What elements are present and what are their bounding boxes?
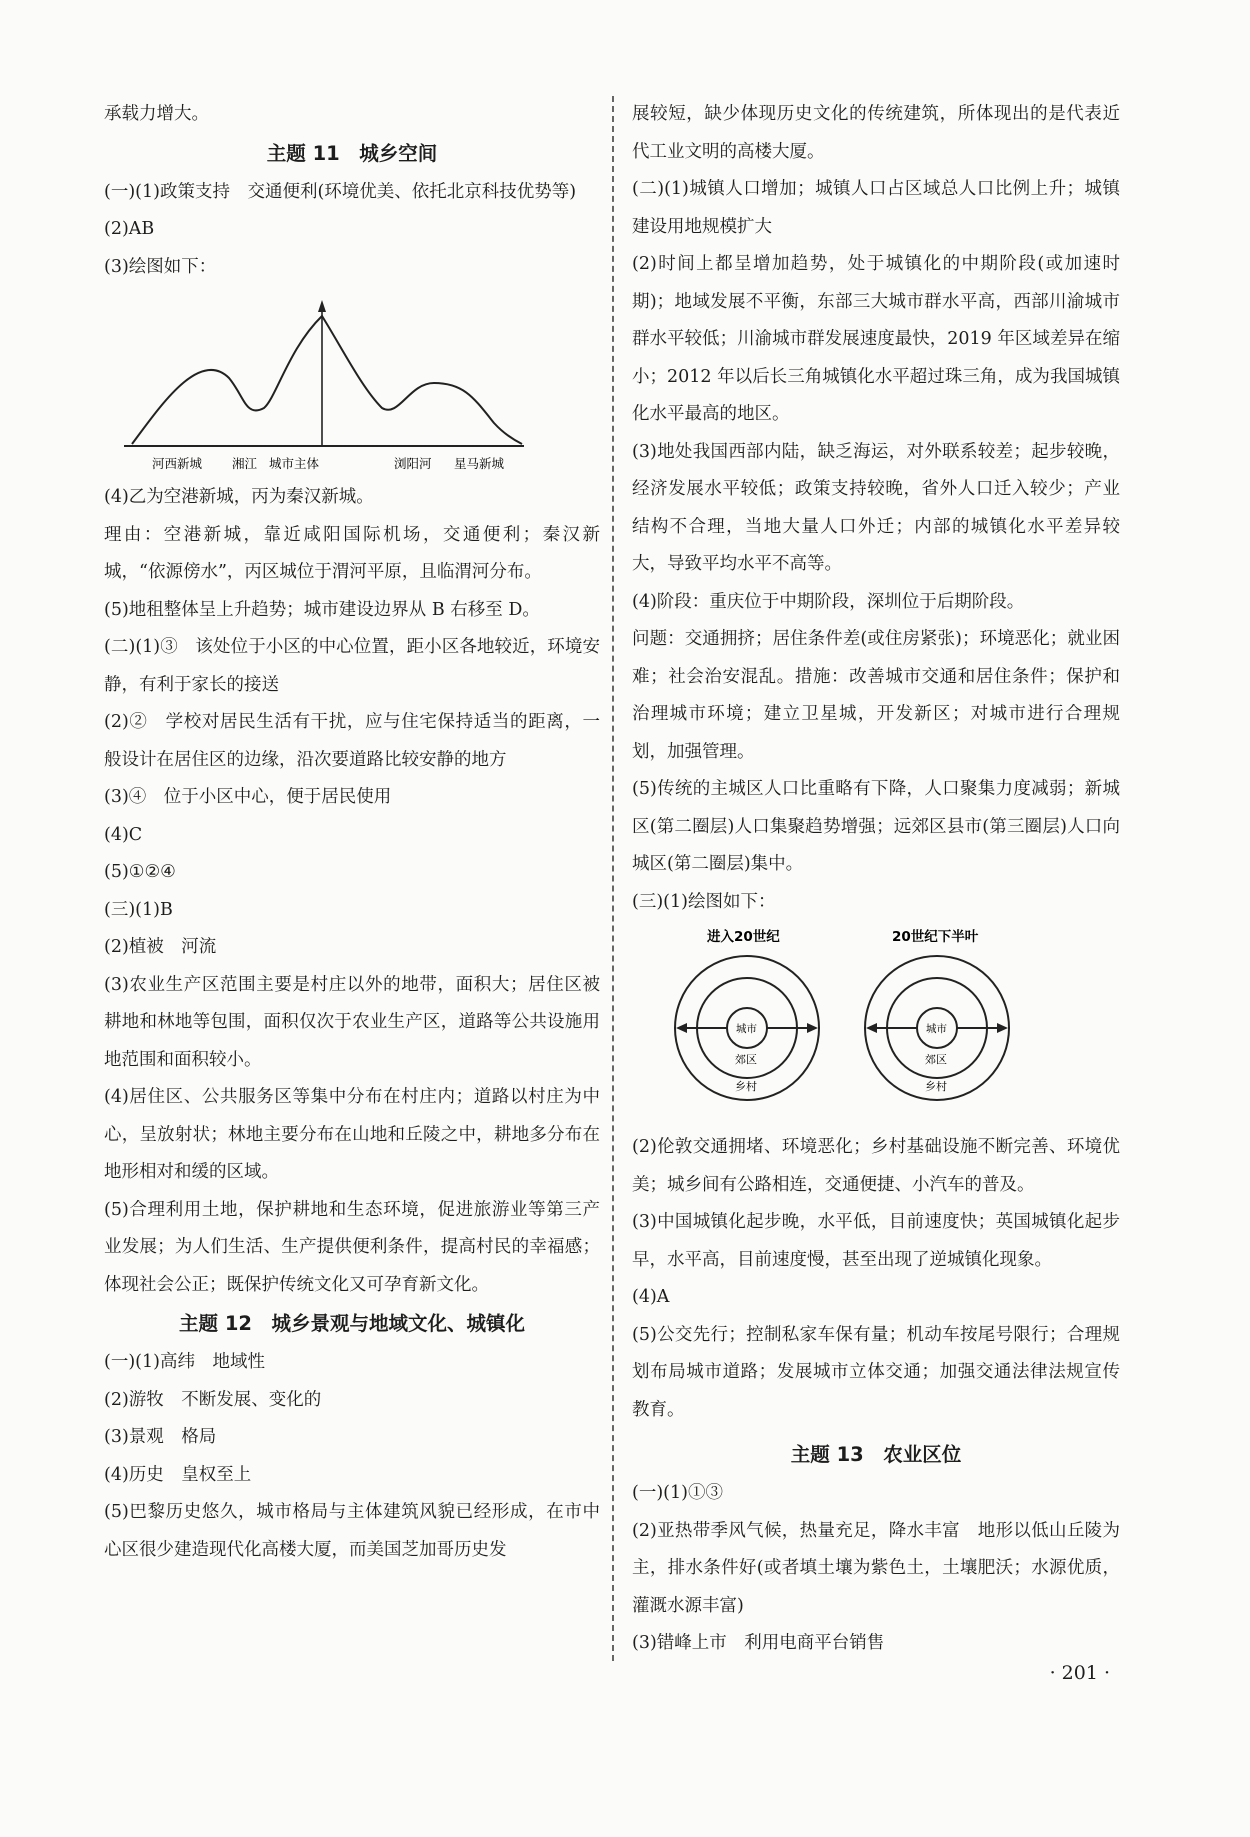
paragraph: (2)伦敦交通拥堵、环境恶化；乡村基础设施不断完善、环境优美；城乡间有公路相连，交通便捷、小汽车的普及。	[632, 1137, 1120, 1195]
paragraph: (4)乙为空港新城，丙为秦汉新城。	[104, 487, 374, 507]
topic-12-heading: 主题 12 城乡景观与地域文化、城镇化	[179, 1312, 525, 1335]
rural-label: 乡村	[925, 1080, 947, 1093]
paragraph: (4)C	[104, 824, 143, 845]
arrow-up-icon	[318, 300, 326, 312]
paragraph: (5)①②④	[104, 862, 176, 882]
paragraph: (4)阶段：重庆位于中期阶段，深圳位于后期阶段。	[632, 591, 1025, 612]
urban-circles-figure	[632, 923, 1120, 1123]
arrow-left-icon	[866, 1023, 877, 1033]
paragraph: (4)历史 皇权至上	[104, 1464, 252, 1485]
arrow-right-icon	[807, 1023, 818, 1033]
paragraph: (5)合理利用土地，保护耕地和生态环境，促进旅游业等第三产业发展；为人们生活、生产提供便利条件，提高村民的幸福感；体现社会公正；既保护传统文化又可孕育新文化。	[104, 1199, 600, 1295]
paragraph: 理由：空港新城，靠近咸阳国际机场，交通便利；秦汉新城，“依源傍水”，丙区城位于渭河平原，且临渭河分布。	[104, 524, 600, 582]
paragraph: (4)A	[632, 1287, 670, 1307]
topic-11-heading: 主题 11 城乡空间	[266, 141, 438, 165]
city-label: 城市	[926, 1023, 947, 1035]
page-number: · 201 ·	[1049, 1662, 1110, 1684]
label-hexi-new-town: 河西新城	[152, 456, 203, 471]
paragraph: (3)景观 格局	[104, 1427, 217, 1447]
paragraph: (2)AB	[104, 219, 155, 239]
label-city-main: 城市主体	[269, 456, 320, 471]
right-column	[632, 96, 1120, 1663]
paragraph: (二)(1)城镇人口增加；城镇人口占区域总人口比例上升；城镇建设用地规模扩大	[632, 179, 1120, 237]
diagram-early-20th-century	[675, 928, 819, 1100]
paragraph: (3)错峰上市 利用电商平台销售	[632, 1633, 885, 1653]
label-liuyang-river: 浏阳河	[394, 456, 432, 471]
paragraph: (2)时间上都呈增加趋势，处于城镇化的中期阶段(或加速时期)；地域发展不平衡，东部三大城市群水平高，西部川渝城市群水平较低；川渝城市群发展速度最快，2019 年区域差异在缩小；2012 年以后长三角城镇化水平超过珠三角，成为我国城镇化水平最高的地区。	[632, 254, 1120, 424]
arrow-left-icon	[676, 1023, 687, 1033]
city-label: 城市	[736, 1023, 757, 1035]
terrain-profile-figure	[104, 288, 544, 473]
suburb-label: 郊区	[925, 1053, 947, 1066]
label-xiang-river: 湘江	[232, 456, 258, 471]
paragraph: (3)④ 位于小区中心，便于居民使用	[104, 787, 392, 807]
paragraph: (5)传统的主城区人口比重略有下降，人口聚集力度减弱；新城区(第二圈层)人口集聚趋势增强；远郊区县市(第三圈层)人口向城区(第二圈层)集中。	[632, 779, 1120, 874]
paragraph: (三)(1)B	[104, 899, 173, 920]
paragraph: (2)游牧 不断发展、变化的	[104, 1389, 322, 1410]
paragraph: (5)公交先行；控制私家车保有量；机动车按尾号限行；合理规划布局城市道路；发展城市立体交通；加强交通法律法规宣传教育。	[632, 1324, 1120, 1420]
paragraph: (2)② 学校对居民生活有干扰，应与住宅保持适当的距离，一般设计在居住区的边缘，沿次要道路比较安静的地方	[104, 712, 600, 770]
rural-label: 乡村	[735, 1080, 757, 1093]
paragraph: (一)(1)①③	[632, 1483, 723, 1503]
diagram-late-20th-century	[865, 928, 1009, 1100]
terrain-profile-line	[132, 316, 522, 444]
suburb-label: 郊区	[735, 1053, 757, 1066]
topic-13-heading: 主题 13 农业区位	[790, 1443, 962, 1466]
paragraph: (4)居住区、公共服务区等集中分布在村庄内；道路以村庄为中心，呈放射状；林地主要分布在山地和丘陵之中，耕地多分布在地形相对和缓的区域。	[104, 1087, 600, 1182]
paragraph: (一)(1)政策支持 交通便利(环境优美、依托北京科技优势等)	[104, 181, 577, 202]
paragraph: (3)地处我国西部内陆，缺乏海运，对外联系较差；起步较晚，经济发展水平较低；政策支持较晚，省外人口迁入较少；产业结构不合理，当地大量人口外迁；内部的城镇化水平差异较大，导致平均水平不高等。	[632, 441, 1120, 574]
paragraph: (一)(1)高纬 地域性	[104, 1352, 265, 1372]
paragraph: (三)(1)绘图如下：	[632, 891, 776, 912]
column-divider	[612, 96, 614, 1661]
paragraph: 问题：交通拥挤；居住条件差(或住房紧张)；环境恶化；就业困难；社会治安混乱。措施：改善城市交通和居住条件；保护和治理城市环境；建立卫星城，开发新区；对城市进行合理规划，加强管理。	[632, 629, 1120, 762]
paragraph: 承载力增大。	[104, 104, 209, 124]
diagram-title-left: 进入20世纪	[707, 929, 780, 945]
paragraph: 展较短，缺少体现历史文化的传统建筑，所体现出的是代表近代工业文明的高楼大厦。	[632, 104, 1120, 162]
label-xingma-new-town: 星马新城	[454, 456, 505, 471]
paragraph: (3)绘图如下：	[104, 256, 217, 277]
paragraph: (2)植被 河流	[104, 937, 217, 957]
paragraph: (3)农业生产区范围主要是村庄以外的地带，面积大；居住区被耕地和林地等包围，面积仅次于农业生产区，道路等公共设施用地范围和面积较小。	[104, 974, 600, 1070]
paragraph: (5)巴黎历史悠久，城市格局与主体建筑风貌已经形成，在市中心区很少建造现代化高楼大厦，而美国芝加哥历史发	[104, 1502, 600, 1560]
paragraph: (二)(1)③ 该处位于小区的中心位置，距小区各地较近，环境安静，有利于家长的接送	[104, 637, 600, 695]
arrow-right-icon	[997, 1023, 1008, 1033]
diagram-title-right: 20世纪下半叶	[892, 929, 979, 945]
paragraph: (3)中国城镇化起步晚，水平低，目前速度快；英国城镇化起步早，水平高，目前速度慢，甚至出现了逆城镇化现象。	[632, 1212, 1120, 1270]
paragraph: (5)地租整体呈上升趋势；城市建设边界从 B 右移至 D。	[104, 599, 540, 620]
left-column	[104, 96, 600, 1569]
paragraph: (2)亚热带季风气候，热量充足，降水丰富 地形以低山丘陵为主，排水条件好(或者填土壤为紫色土，土壤肥沃；水源优质，灌溉水源丰富)	[632, 1520, 1120, 1616]
